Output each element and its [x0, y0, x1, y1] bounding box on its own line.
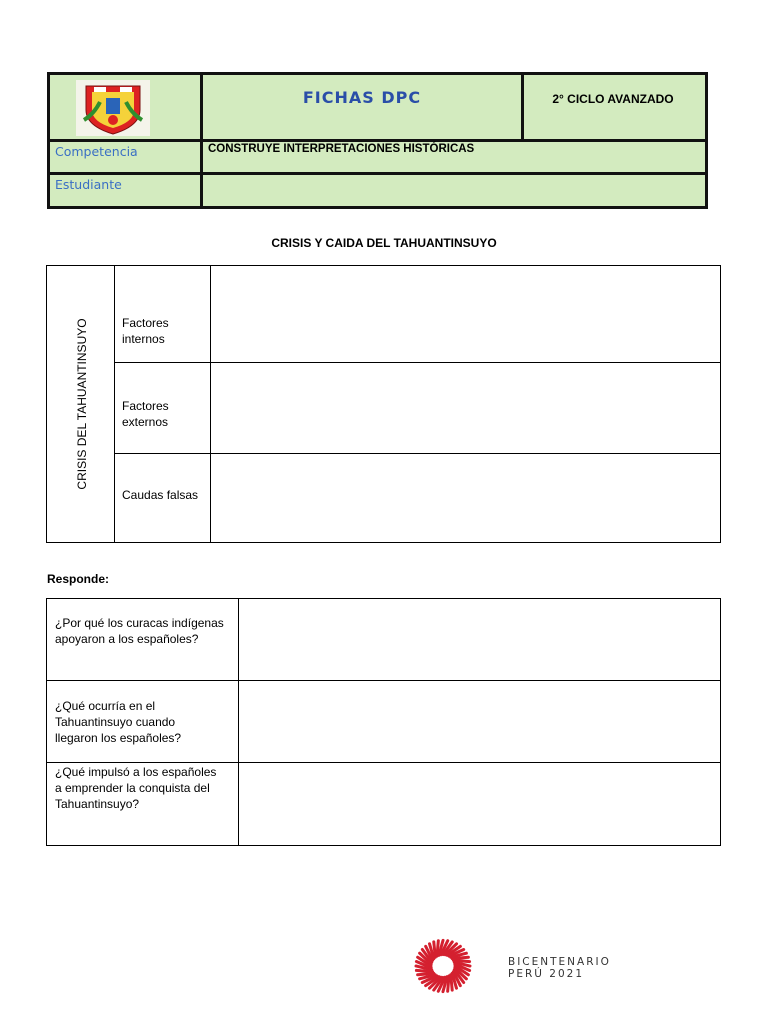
cycle-cell — [524, 75, 705, 139]
sunburst-ray — [452, 957, 468, 958]
question-2: ¿Qué ocurría en el Tahuantinsuyo cuando llegaron los españoles? — [55, 699, 182, 745]
question-1: ¿Por qué los curacas indígenas apoyaron a los españoles? — [55, 616, 224, 646]
school-crest-icon — [76, 80, 150, 136]
answer-3[interactable] — [239, 763, 720, 845]
row-label-factores-externos: Factores externos — [122, 399, 169, 429]
section-title: CRISIS Y CAIDA DEL TAHUANTINSUYO — [271, 236, 497, 250]
answer-factores-externos[interactable] — [211, 363, 720, 453]
competencia-value: CONSTRUYE INTERPRETACIONES HISTÓRICAS — [208, 143, 475, 155]
sunburst-ray — [418, 973, 434, 974]
answer-1[interactable] — [239, 599, 720, 680]
answer-2[interactable] — [239, 681, 720, 762]
question-3: ¿Qué impulsó a los españoles a emprender la conquista del Tahuantinsuyo? — [55, 765, 217, 811]
row-label-caudas-falsas: Caudas falsas — [122, 488, 199, 502]
cycle-label: 2° CICLO AVANZADO — [552, 92, 674, 106]
answer-caudas-falsas[interactable] — [211, 454, 720, 542]
crisis-side-label: CRISIS DEL TAHUANTINSUYO — [75, 318, 89, 490]
row-label-factores-internos: Factores internos — [122, 316, 169, 346]
title-cell — [203, 75, 521, 139]
estudiante-value-cell[interactable] — [203, 175, 705, 206]
competencia-label: Competencia — [55, 144, 138, 159]
sunburst-ray — [434, 942, 435, 957]
sunburst-ray — [451, 975, 452, 990]
responde-heading: Responde: — [47, 572, 110, 586]
worksheet-title: FICHAS DPC — [302, 88, 422, 107]
estudiante-label: Estudiante — [55, 177, 122, 192]
answer-factores-internos[interactable] — [211, 266, 720, 362]
bicentenario-sunburst-icon — [393, 936, 493, 996]
bicentenario-text: BICENTENARIO PERÚ 2021 — [508, 956, 611, 980]
